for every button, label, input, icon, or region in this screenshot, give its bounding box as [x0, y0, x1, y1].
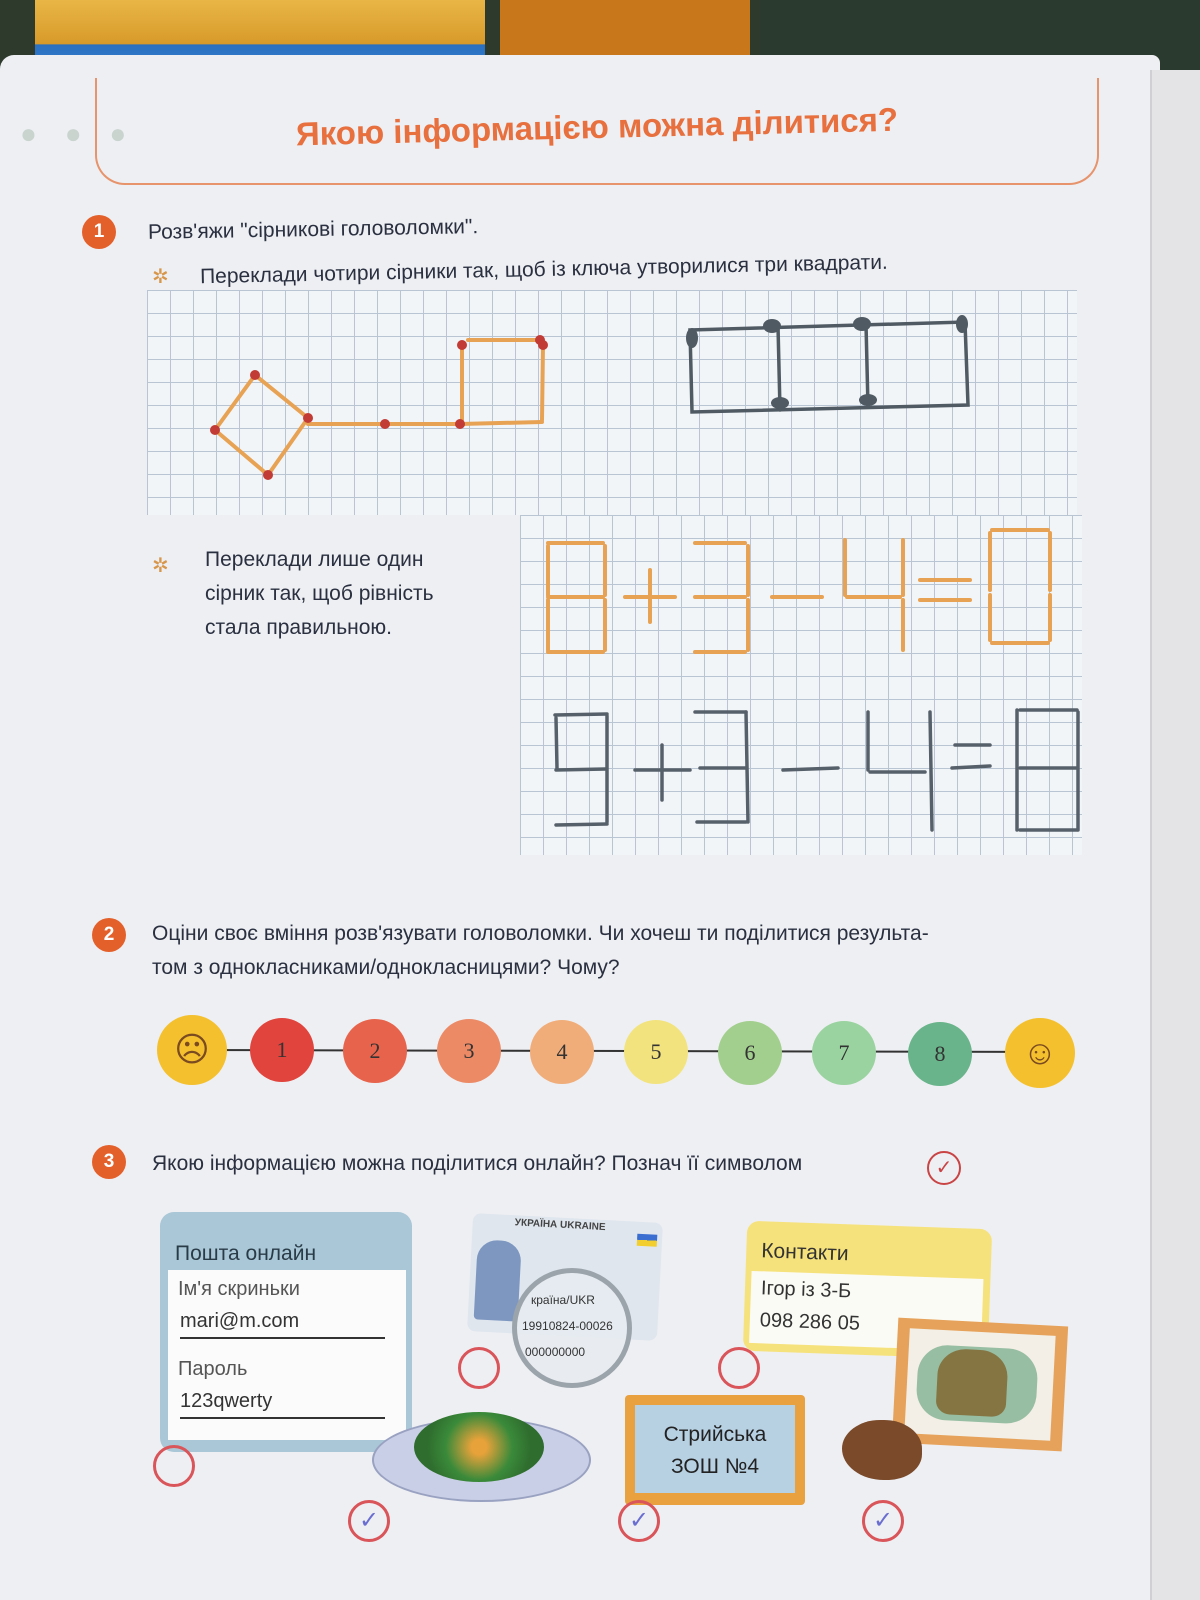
id-doc-number: 000000000 [525, 1345, 586, 1359]
rating-option-7[interactable]: 7 [812, 1021, 876, 1085]
checkmark-symbol-icon: ✓ [927, 1151, 961, 1185]
task1-sub2-line2: сірник так, щоб рівність [205, 582, 434, 605]
id-number: 19910824-00026 [522, 1319, 613, 1333]
answer-circle-contacts[interactable] [718, 1347, 760, 1389]
magnifier-icon [512, 1268, 632, 1388]
task3-text: Якою інформацією можна поділитися онлайн? Познач її символом [152, 1152, 803, 1175]
ukraine-flag-icon [637, 1234, 658, 1247]
answer-circle-painting-checked[interactable]: ✓ [862, 1500, 904, 1542]
task2-line2: том з однокласниками/однокласницями? Чому? [152, 956, 620, 979]
rating-option-2[interactable]: 2 [343, 1019, 407, 1083]
star-bullet-icon: ✲ [152, 555, 169, 577]
contacts-header: Контакти [760, 1239, 849, 1266]
task-number-2: 2 [92, 918, 126, 952]
task1-text: Розв'яжи "сірникові головоломки". [147, 215, 479, 244]
answer-circle-mail[interactable] [153, 1445, 195, 1487]
mailbox-label: Ім'я скриньки [178, 1278, 300, 1300]
star-bullet-icon: ✲ [152, 266, 169, 288]
task1-sub1: Переклади чотири сірники так, щоб із ключа утворилися три квадрати. [199, 250, 888, 289]
painting-icon [892, 1318, 1068, 1452]
mail-card-header: Пошта онлайн [175, 1242, 317, 1265]
answer-circle-salad-checked[interactable]: ✓ [348, 1500, 390, 1542]
id-country-short: країна/UKR [531, 1293, 595, 1307]
task-number-1: 1 [82, 215, 116, 249]
salad-plate-icon [372, 1418, 591, 1502]
task-number-3: 3 [92, 1145, 126, 1179]
contact-name: Ігор із 3-Б [760, 1277, 852, 1303]
page-title: Якою інформацією можна ділитися? [295, 100, 899, 153]
contact-phone: 098 286 05 [759, 1309, 861, 1335]
sad-face-icon: ☹ [157, 1015, 227, 1085]
mail-card [160, 1212, 412, 1452]
rating-option-3[interactable]: 3 [437, 1019, 501, 1083]
school-sign-line1: Стрийська [663, 1423, 767, 1446]
email-value: mari@m.com [180, 1310, 385, 1339]
school-sign-line2: ЗОШ №4 [670, 1455, 760, 1478]
rating-option-1[interactable]: 1 [250, 1018, 314, 1082]
rating-option-6[interactable]: 6 [718, 1021, 782, 1085]
rating-option-4[interactable]: 4 [530, 1020, 594, 1084]
task1-sub2-line3: стала правильною. [205, 616, 393, 639]
palette-icon [842, 1420, 922, 1480]
password-label: Пароль [178, 1358, 248, 1380]
decorative-dots: ● ● ● [20, 118, 137, 149]
rating-option-8[interactable]: 8 [908, 1022, 972, 1086]
id-country: УКРАЇНА UKRAINE [514, 1217, 606, 1234]
school-sign [625, 1395, 805, 1505]
mail-form [168, 1270, 406, 1440]
happy-face-icon: ☺ [1005, 1018, 1075, 1088]
task2-line1: Оціни своє вміння розв'язувати головоломки. Чи хочеш ти поділитися результа- [152, 922, 929, 945]
answer-circle-school-checked[interactable]: ✓ [618, 1500, 660, 1542]
task1-sub2-line1: Переклади лише один [205, 548, 424, 571]
rating-option-5[interactable]: 5 [624, 1020, 688, 1084]
password-value: 123qwerty [180, 1390, 385, 1419]
answer-circle-id[interactable] [458, 1347, 500, 1389]
